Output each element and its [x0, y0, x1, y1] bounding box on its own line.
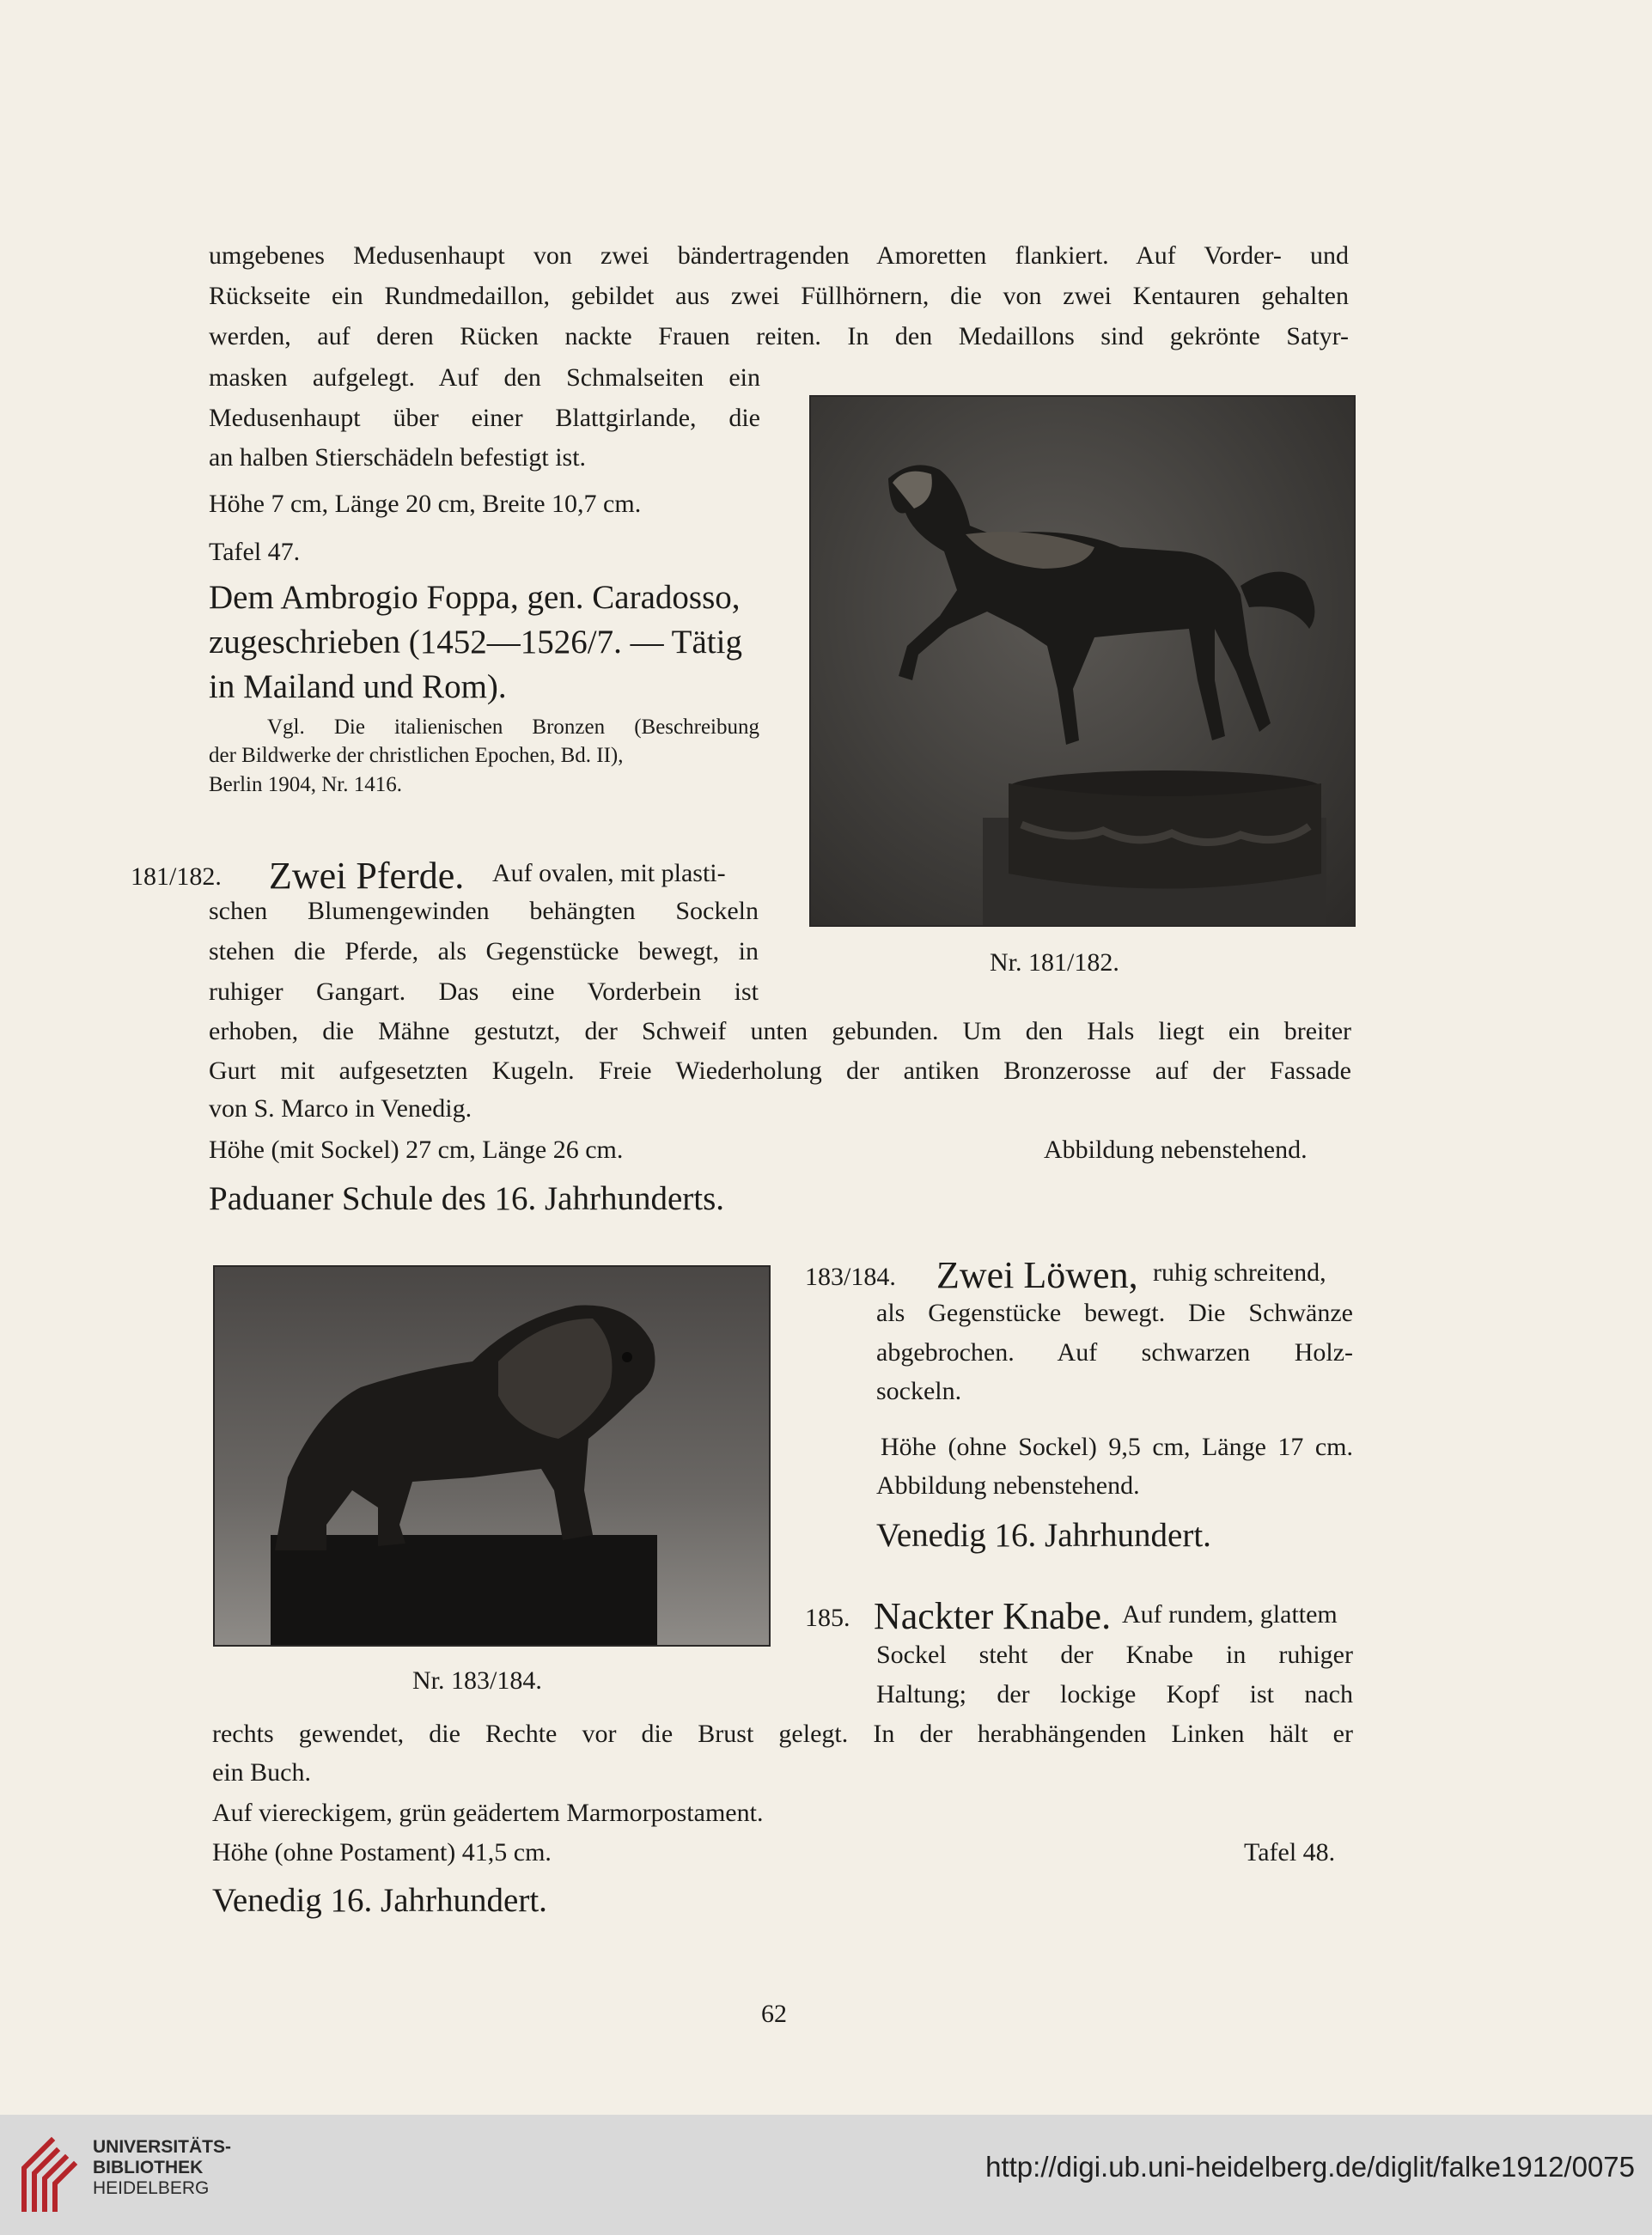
body-line: stehen die Pferde, als Gegenstücke bewegt, in — [209, 937, 759, 965]
body-line: von S. Marco in Venedig. — [209, 1094, 472, 1123]
body-line: ein Buch. — [212, 1758, 311, 1787]
body-line: umgebenes Medusenhaupt von zwei bändertragenden Amoretten flankiert. Auf Vorder- und — [209, 241, 1349, 270]
literature-reference: Vgl. Die italienischen Bronzen (Beschreibung — [267, 716, 759, 739]
body-line: rechts gewendet, die Rechte vor die Brust gelegt. In der herabhängenden Linken hält er — [212, 1720, 1353, 1748]
source-url-link[interactable]: http://digi.ub.uni-heidelberg.de/diglit/falke1912/0075 — [985, 2151, 1635, 2183]
body-line: Gurt mit aufgesetzten Kugeln. Freie Wiederholung der antiken Bronzerosse auf der Fassade — [209, 1057, 1351, 1085]
horse-photo — [809, 395, 1356, 927]
attribution: Dem Ambrogio Foppa, gen. Caradosso, — [209, 579, 741, 616]
lion-photo — [213, 1265, 771, 1647]
body-line: sockeln. — [876, 1377, 962, 1405]
library-name: UNIVERSITÄTS- BIBLIOTHEK HEIDELBERG — [93, 2137, 232, 2198]
entry-title: Zwei Löwen, — [936, 1254, 1138, 1296]
plate-reference: Tafel 47. — [209, 538, 301, 566]
illustration-note: Abbildung nebenstehend. — [1044, 1136, 1308, 1164]
base-description: Auf viereckigem, grün geädertem Marmorpostament. — [212, 1799, 764, 1827]
dimensions: Höhe (ohne Postament) 41,5 cm. — [212, 1838, 552, 1867]
library-logo-icon — [17, 2134, 82, 2213]
body-line: erhoben, die Mähne gestutzt, der Schweif unten gebunden. Um den Hals liegt ein breiter — [209, 1017, 1351, 1045]
body-line: Rückseite ein Rundmedaillon, gebildet aus zwei Füllhörnern, die von zwei Kentauren gehalten — [209, 282, 1349, 310]
body-line: masken aufgelegt. Auf den Schmalseiten ein — [209, 363, 760, 392]
body-line: an halben Stierschädeln befestigt ist. — [209, 443, 587, 472]
body-line: ruhiger Gangart. Das eine Vorderbein ist — [209, 977, 759, 1006]
entry-title: Nackter Knabe. — [874, 1595, 1112, 1637]
dimensions: Höhe 7 cm, Länge 20 cm, Breite 10,7 cm. — [209, 490, 642, 518]
footer-bar — [0, 2115, 1652, 2235]
body-line: Auf ovalen, mit plasti- — [492, 859, 726, 887]
dimensions: Höhe (mit Sockel) 27 cm, Länge 26 cm. — [209, 1136, 624, 1164]
attribution: Venedig 16. Jahrhundert. — [876, 1517, 1211, 1554]
photo-caption: Nr. 181/182. — [990, 948, 1119, 977]
body-line: als Gegenstücke bewegt. Die Schwänze — [876, 1299, 1353, 1327]
page-number: 62 — [761, 2000, 787, 2028]
illustration-note: Abbildung nebenstehend. — [876, 1471, 1140, 1500]
attribution: Venedig 16. Jahrhundert. — [212, 1882, 547, 1919]
attribution: in Mailand und Rom). — [209, 668, 507, 705]
literature-reference: Berlin 1904, Nr. 1416. — [209, 773, 402, 796]
body-line: ruhig schreitend, — [1153, 1258, 1326, 1287]
body-line: werden, auf deren Rücken nackte Frauen reiten. In den Medaillons sind gekrönte Satyr- — [209, 322, 1349, 350]
body-line: Haltung; der lockige Kopf ist nach — [876, 1680, 1353, 1708]
attribution: zugeschrieben (1452—1526/7. — Tätig — [209, 624, 742, 661]
entry-number: 181/182. — [131, 862, 222, 891]
horse-icon — [811, 397, 1354, 925]
lion-icon — [215, 1267, 769, 1645]
entry-number: 185. — [805, 1604, 850, 1632]
body-line: Medusenhaupt über einer Blattgirlande, die — [209, 404, 760, 432]
dimensions: Höhe (ohne Sockel) 9,5 cm, Länge 17 cm. — [881, 1433, 1353, 1461]
body-line: schen Blumengewinden behängten Sockeln — [209, 897, 759, 925]
attribution: Paduaner Schule des 16. Jahrhunderts. — [209, 1180, 725, 1217]
body-line: abgebrochen. Auf schwarzen Holz- — [876, 1338, 1353, 1367]
body-line: Auf rundem, glattem — [1122, 1600, 1338, 1629]
photo-caption: Nr. 183/184. — [412, 1666, 542, 1695]
entry-title: Zwei Pferde. — [269, 855, 465, 897]
entry-number: 183/184. — [805, 1263, 896, 1291]
plate-reference: Tafel 48. — [1244, 1838, 1336, 1867]
body-line: Sockel steht der Knabe in ruhiger — [876, 1641, 1353, 1669]
literature-reference: der Bildwerke der christlichen Epochen, Bd. II), — [209, 744, 624, 767]
